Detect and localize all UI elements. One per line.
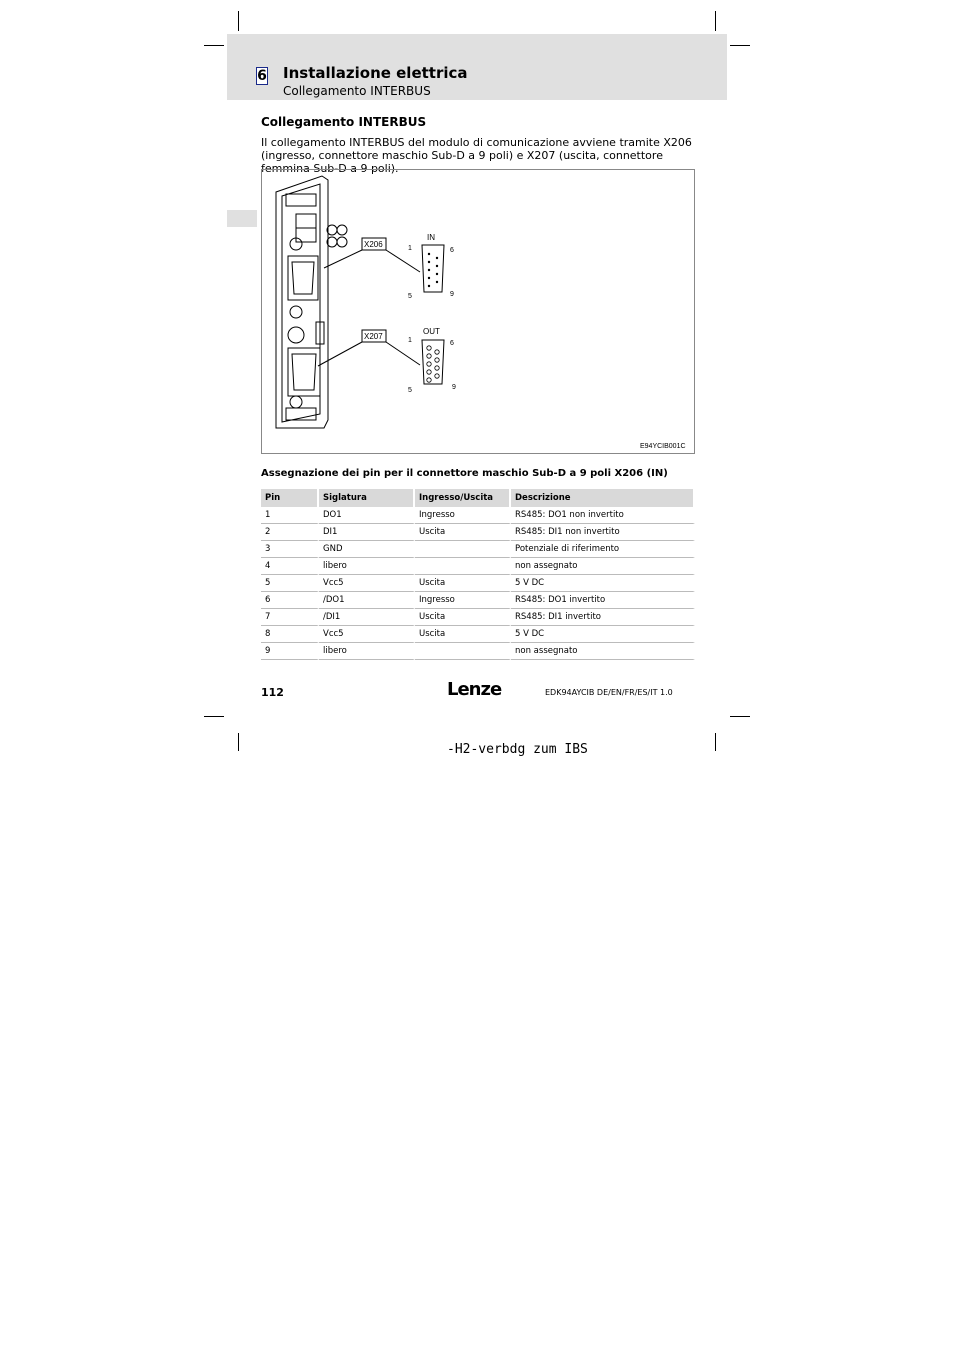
label-in: IN bbox=[427, 233, 435, 242]
table-row bbox=[261, 643, 695, 660]
table-header-row bbox=[261, 489, 695, 507]
table-cell: RS485: DI1 non invertito bbox=[511, 524, 695, 541]
column-header: Descrizione bbox=[511, 489, 695, 507]
table-cell: Ingresso bbox=[415, 507, 511, 524]
table-caption: Assegnazione dei pin per il connettore maschio Sub-D a 9 poli X206 (IN) bbox=[261, 468, 668, 479]
table-row bbox=[261, 575, 695, 592]
label-x207: X207 bbox=[364, 332, 383, 341]
connector-diagram bbox=[262, 170, 694, 453]
pin-label-6: 6 bbox=[450, 340, 454, 347]
table-cell: Uscita bbox=[415, 609, 511, 626]
table-cell: Vcc5 bbox=[319, 626, 415, 643]
crop-mark bbox=[238, 733, 239, 751]
table-cell: Uscita bbox=[415, 575, 511, 592]
crop-mark bbox=[730, 45, 750, 46]
label-out: OUT bbox=[423, 327, 440, 336]
table-row bbox=[261, 541, 695, 558]
table-cell: non assegnato bbox=[511, 558, 695, 575]
pin-label-5: 5 bbox=[408, 387, 412, 394]
pin-label-6: 6 bbox=[450, 247, 454, 254]
crop-mark bbox=[715, 11, 716, 31]
table-cell: 3 bbox=[261, 541, 319, 558]
page-subtitle: Collegamento INTERBUS bbox=[283, 84, 431, 98]
table-cell: 1 bbox=[261, 507, 319, 524]
table-cell: Vcc5 bbox=[319, 575, 415, 592]
crop-mark bbox=[715, 733, 716, 751]
crop-mark bbox=[238, 11, 239, 31]
table-cell: 5 bbox=[261, 575, 319, 592]
table-row bbox=[261, 592, 695, 609]
table-cell: 5 V DC bbox=[511, 575, 695, 592]
table-row bbox=[261, 507, 695, 524]
table-cell: 6 bbox=[261, 592, 319, 609]
table-row bbox=[261, 626, 695, 643]
pin-assignment-table bbox=[261, 489, 695, 660]
page-number: 112 bbox=[261, 686, 284, 699]
column-header: Siglatura bbox=[319, 489, 415, 507]
table-row bbox=[261, 609, 695, 626]
table-cell: Uscita bbox=[415, 626, 511, 643]
table-cell: Potenziale di riferimento bbox=[511, 541, 695, 558]
pin-label-9: 9 bbox=[450, 291, 454, 298]
pin-label-9: 9 bbox=[452, 384, 456, 391]
table-cell: RS485: DO1 invertito bbox=[511, 592, 695, 609]
table-cell: DO1 bbox=[319, 507, 415, 524]
table-cell: GND bbox=[319, 541, 415, 558]
table-row bbox=[261, 524, 695, 541]
crop-mark bbox=[730, 716, 750, 717]
table-cell: libero bbox=[319, 643, 415, 660]
table-cell: 4 bbox=[261, 558, 319, 575]
table-cell: 9 bbox=[261, 643, 319, 660]
page-title: Installazione elettrica bbox=[283, 64, 468, 82]
table-cell: 5 V DC bbox=[511, 626, 695, 643]
table-cell bbox=[415, 541, 511, 558]
crop-mark bbox=[204, 45, 224, 46]
table-cell: Uscita bbox=[415, 524, 511, 541]
section-heading: Collegamento INTERBUS bbox=[261, 115, 427, 129]
section-paragraph: Il collegamento INTERBUS del modulo di comunicazione avviene tramite X206 (ingresso, connettore maschio Sub-D a 9 poli) e X207 (uscita, connettore femmina Sub-D a 9 poli). bbox=[261, 136, 692, 175]
pin-label-1: 1 bbox=[408, 245, 412, 252]
table-cell: RS485: DI1 invertito bbox=[511, 609, 695, 626]
label-x206: X206 bbox=[364, 240, 383, 249]
table-cell: /DO1 bbox=[319, 592, 415, 609]
table-cell: 8 bbox=[261, 626, 319, 643]
chapter-number: 6 bbox=[257, 68, 267, 84]
table-cell bbox=[415, 558, 511, 575]
lenze-logo: Lenze bbox=[447, 679, 502, 700]
pin-label-5: 5 bbox=[408, 293, 412, 300]
table-cell: RS485: DO1 non invertito bbox=[511, 507, 695, 524]
crop-mark bbox=[204, 716, 224, 717]
table-cell: /DI1 bbox=[319, 609, 415, 626]
document-code: EDK94AYCIB DE/EN/FR/ES/IT 1.0 bbox=[545, 688, 673, 697]
table-row bbox=[261, 558, 695, 575]
side-tab bbox=[227, 210, 257, 227]
pin-label-1: 1 bbox=[408, 337, 412, 344]
table-cell: 7 bbox=[261, 609, 319, 626]
table-cell: non assegnato bbox=[511, 643, 695, 660]
image-caption: -H2-verbdg zum IBS bbox=[447, 742, 588, 757]
table-cell: DI1 bbox=[319, 524, 415, 541]
figure-id: E94YCIB001C bbox=[640, 443, 686, 450]
table-cell: 2 bbox=[261, 524, 319, 541]
table-cell: libero bbox=[319, 558, 415, 575]
column-header: Pin bbox=[261, 489, 319, 507]
column-header: Ingresso/Uscita bbox=[415, 489, 511, 507]
table-cell bbox=[415, 643, 511, 660]
table-cell: Ingresso bbox=[415, 592, 511, 609]
connector-figure bbox=[261, 169, 695, 454]
